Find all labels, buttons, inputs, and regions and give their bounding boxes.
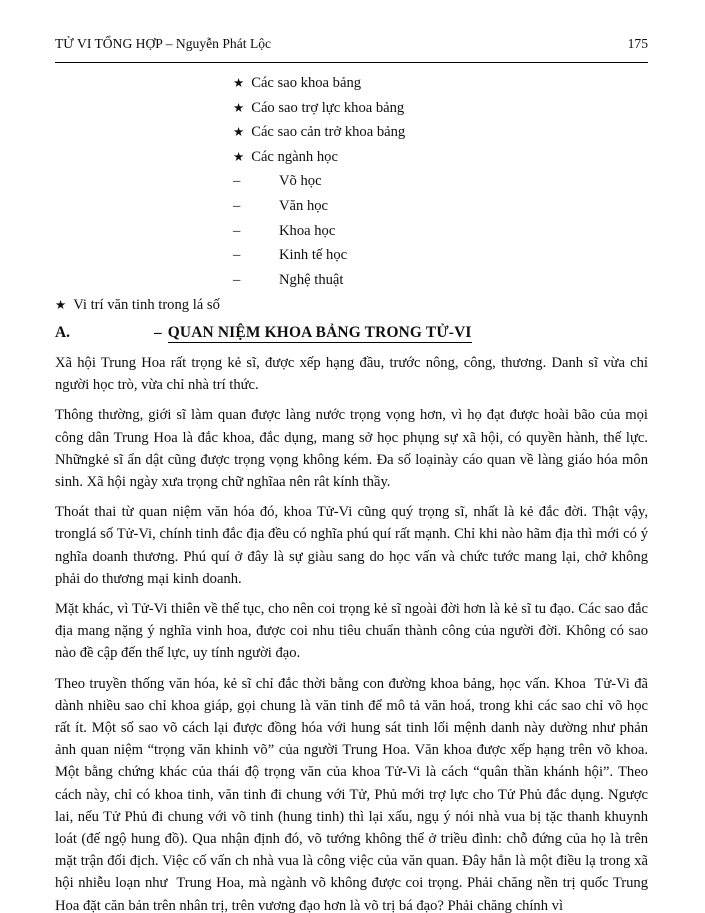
dash-list-item bbox=[233, 194, 648, 219]
body-paragraph: Thoát thai từ quan niệm văn hóa đó, khoa Tử-Vi cũng quý trọng sĩ, nhất là kẻ đắc đời. Thật vậy, tronglá số Tử-Vi, chính tinh đắc địa đều có nghĩa phú quí rất mạnh. Chỉ khi nào hãm địa thì mới có ý nghĩa doanh thương. Phú quí ở đây là sự giàu sang do học vấn và chức tước mang lại, chở không phải do thương mại kinh doanh. bbox=[55, 504, 652, 587]
star-item-label: Cáo sao trợ lực khoa bảng bbox=[251, 99, 405, 116]
body-paragraph: Theo truyền thống văn hóa, kẻ sĩ chỉ đắc thời bằng con đường khoa bảng, học vấn. Khoa Tử-Vi đã dành nhiều sao chỉ khoa giáp, gọi chung là văn tinh để mô tả văn hoá, trong khi các sao chỉ võ học rất ít. Một số sao võ cách lại được đồng hóa với hung sát tinh lối mệnh danh này dường như phản ảnh quan niệm “trọng văn khinh võ” của người Trung Hoa. Văn khoa được xếp hạng trên võ khoa. Một bằng chứng khác của thái độ trọng văn của khoa Tử-Vi là cách “quân thần khánh hội”. Theo cách này, chỉ có khoa tinh, văn tinh đi chung với Tử, Phủ mới trợ lực cho Tử Phủ đắc dụng. Ngược lai, nếu Tử Phủ đi chung với võ tinh (hung tinh) thì lại xấu, ngụ ý nói nhà vua bị tặc thanh khuynh loát (đế ngộ hung đồ). Qua nhận định đó, võ tướng không thể ở triều đình: chỗ đứng của họ là trên mặt trận đối địch. Việc cố vấn ch nhà vua là công việc của văn quan. Đây hẳn là một điều lạ trong xã hội nhiễu loạn như Trung Hoa, mà ngành võ không được coi trọng. Phải chăng nền trị quốc Trung Hoa đặt căn bản trên nhân trị, trên vương đạo hơn là võ trị bá đạo? Phải chăng chính vì bbox=[55, 675, 652, 913]
star-item-label: Các sao cản trở khoa bảng bbox=[251, 124, 406, 141]
star-icon: ★ bbox=[233, 124, 245, 140]
dash-icon: – bbox=[233, 247, 241, 264]
header-rule bbox=[55, 62, 648, 63]
body-paragraph: Xã hội Trung Hoa rất trọng kẻ sĩ, được xếp hạng đầu, trước nông, công, thương. Danh sĩ vừa chỉ người học trò, vừa chỉ nhà trí thức. bbox=[55, 354, 652, 394]
star-list-item bbox=[233, 145, 648, 170]
dash-outline-list bbox=[233, 169, 648, 292]
dash-icon: – bbox=[233, 173, 241, 190]
star-item-label: Các sao khoa bảng bbox=[251, 75, 362, 91]
section-dash: – bbox=[154, 323, 162, 341]
star-margin-label: Vi trí văn tinh trong lá số bbox=[73, 297, 220, 314]
dash-icon: – bbox=[233, 222, 241, 239]
star-icon: ★ bbox=[233, 99, 245, 115]
dash-icon: – bbox=[233, 271, 241, 288]
dash-list-item bbox=[233, 219, 648, 244]
star-item-label: Các ngành học bbox=[251, 148, 338, 165]
star-icon: ★ bbox=[233, 148, 245, 164]
section-title-text: QUAN NIỆM KHOA BẢNG TRONG TỬ-VI bbox=[167, 323, 472, 341]
body-paragraph: Mặt khác, vì Tử-Vi thiên về thế tục, cho nên coi trọng kẻ sĩ ngoài đời hơn là kẻ sĩ tu đạo. Các sao đắc địa mang nặng ý nghĩa vinh hoa, được coi nhu tiêu chuẩn thành công của người đời. Không có sao nào đề cập đến thế lực, uy tính người đạo. bbox=[55, 600, 652, 662]
dash-icon: – bbox=[233, 197, 241, 214]
page-number: 175 bbox=[627, 36, 648, 51]
dash-list-item bbox=[233, 169, 648, 194]
star-margin-item bbox=[55, 293, 648, 318]
section-heading bbox=[55, 321, 648, 345]
dash-item-label: Khoa học bbox=[279, 222, 336, 239]
star-list-item bbox=[233, 71, 648, 96]
dash-item-label: Văn học bbox=[279, 197, 329, 214]
star-icon: ★ bbox=[55, 297, 67, 313]
star-outline-list bbox=[233, 71, 648, 169]
dash-list-item bbox=[233, 268, 648, 293]
star-icon: ★ bbox=[233, 75, 245, 90]
dash-item-label: Kinh tế học bbox=[279, 247, 348, 264]
running-title: TỬ VI TỔNG HỢP – Nguyễn Phát Lộc bbox=[55, 36, 272, 51]
star-list-item bbox=[233, 96, 648, 121]
dash-item-label: Nghệ thuật bbox=[279, 271, 344, 288]
body-paragraph: Thông thường, giới sĩ làm quan được làng nước trọng vọng hơn, vì họ đạt được hoài bão của mọi công dân Trung Hoa là đắc khoa, đắc dụng, mang sở học phụng sự xã hội, có quyền hành, thế lực. Nhữngkẻ sĩ ẩn dật cũng được trọng vọng không kém. Đa số loạinày cáo quan về làng giáo hóa môn sinh. Xã hội ngày xưa trọng chữ nghĩaa nên rât kính thầy. bbox=[55, 407, 652, 490]
dash-item-label: Võ học bbox=[279, 173, 322, 190]
page-header bbox=[55, 36, 648, 52]
section-label: A. bbox=[55, 323, 70, 341]
dash-list-item bbox=[233, 243, 648, 268]
section-title bbox=[154, 321, 472, 345]
star-list-item bbox=[233, 120, 648, 145]
